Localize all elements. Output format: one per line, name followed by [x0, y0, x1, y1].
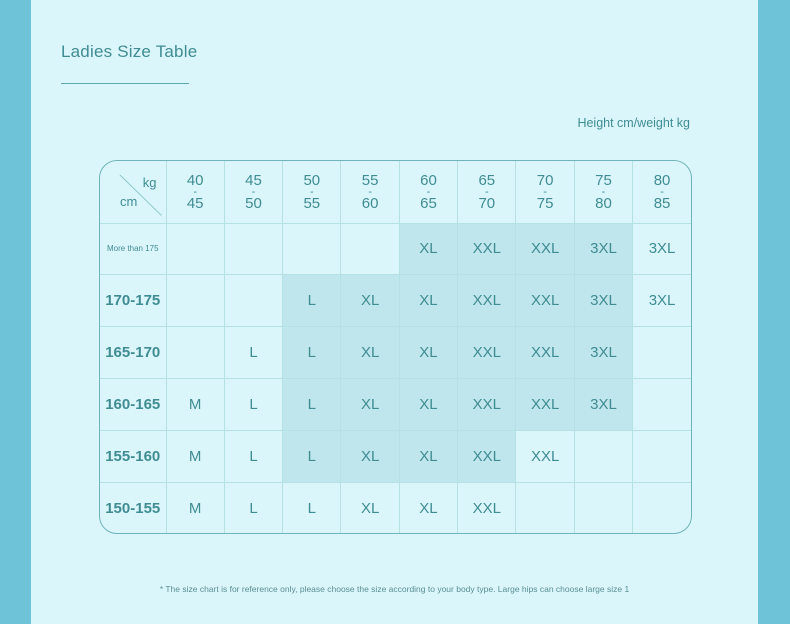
size-cell: XL	[341, 483, 399, 533]
size-cell: XL	[399, 327, 457, 379]
range-dash: -	[484, 185, 489, 198]
table-row	[100, 327, 691, 379]
height-row-label: 170-175	[100, 275, 166, 327]
size-cell: L	[283, 483, 341, 533]
table-row	[100, 379, 691, 431]
title-underline	[61, 83, 189, 84]
height-row-label: 150-155	[100, 483, 166, 533]
size-cell	[633, 431, 691, 483]
weight-from: 65	[478, 171, 496, 189]
size-table	[99, 160, 692, 534]
size-chart-page	[31, 0, 758, 624]
size-cell: L	[224, 379, 282, 431]
size-cell: 3XL	[633, 223, 691, 275]
size-cell	[166, 275, 224, 327]
page-title: Ladies Size Table	[61, 42, 198, 61]
weight-to: 50	[245, 194, 262, 212]
weight-from: 60	[420, 171, 437, 189]
size-cell: M	[166, 483, 224, 533]
size-cell	[166, 327, 224, 379]
size-cell: XXL	[516, 431, 574, 483]
size-cell	[633, 379, 691, 431]
table-row	[100, 223, 691, 275]
size-cell	[633, 327, 691, 379]
weight-to: 65	[420, 194, 437, 212]
weight-column-header	[341, 161, 399, 223]
height-row-label: More than 175	[100, 223, 166, 275]
size-cell: M	[166, 379, 224, 431]
weight-from: 75	[595, 171, 612, 189]
weight-unit-label: kg	[142, 175, 157, 190]
size-cell: L	[224, 431, 282, 483]
weight-from: 50	[303, 171, 321, 189]
weight-to: 60	[361, 194, 379, 212]
weight-from: 55	[361, 171, 379, 189]
size-cell: XXL	[458, 431, 516, 483]
size-cell: XL	[341, 327, 399, 379]
weight-column-header	[166, 161, 224, 223]
size-cell: M	[166, 431, 224, 483]
weight-from: 45	[245, 171, 262, 189]
size-cell: 3XL	[574, 327, 632, 379]
weight-from: 40	[186, 171, 204, 189]
table-row	[100, 431, 691, 483]
size-cell	[574, 483, 632, 533]
size-cell: XL	[341, 275, 399, 327]
range-dash: -	[193, 185, 197, 198]
size-cell: 3XL	[574, 223, 632, 275]
size-cell: L	[224, 483, 282, 533]
table-row	[100, 275, 691, 327]
size-cell	[283, 223, 341, 275]
weight-column-header	[458, 161, 516, 223]
size-cell: XL	[341, 431, 399, 483]
weight-column-header	[283, 161, 341, 223]
size-cell: XL	[399, 275, 457, 327]
size-cell	[224, 275, 282, 327]
weight-from: 70	[536, 171, 554, 189]
weight-column-header	[633, 161, 691, 223]
range-dash: -	[660, 185, 664, 198]
height-row-label: 165-170	[100, 327, 166, 379]
size-cell	[516, 483, 574, 533]
size-cell: XL	[399, 223, 457, 275]
size-cell	[224, 223, 282, 275]
weight-to: 80	[595, 194, 612, 212]
size-cell: L	[283, 379, 341, 431]
weight-column-header	[399, 161, 457, 223]
weight-to: 85	[653, 194, 671, 212]
unit-note: Height cm/weight kg	[577, 116, 690, 130]
size-cell: XL	[399, 379, 457, 431]
range-dash: -	[426, 185, 431, 198]
weight-to: 45	[186, 194, 204, 212]
weight-column-header	[516, 161, 574, 223]
size-cell	[574, 431, 632, 483]
table-row	[100, 483, 691, 533]
size-cell: 3XL	[574, 275, 632, 327]
range-dash: -	[309, 185, 314, 198]
size-cell: XXL	[516, 275, 574, 327]
weight-to: 75	[536, 194, 554, 212]
table-header-row	[100, 161, 691, 223]
size-cell: 3XL	[574, 379, 632, 431]
weight-from: 80	[653, 171, 671, 189]
size-cell	[166, 223, 224, 275]
size-cell: XXL	[516, 379, 574, 431]
size-cell: XL	[399, 431, 457, 483]
footnote: * The size chart is for reference only, please choose the size according to your body type. Large hips can choose large size 1	[159, 584, 630, 594]
size-cell: XL	[341, 379, 399, 431]
size-cell	[341, 223, 399, 275]
height-unit-label: cm	[120, 193, 138, 209]
range-dash: -	[368, 185, 372, 198]
weight-to: 70	[478, 194, 496, 212]
weight-column-header	[224, 161, 282, 223]
size-cell: XXL	[458, 327, 516, 379]
weight-to: 55	[303, 194, 321, 212]
height-row-label: 160-165	[100, 379, 166, 431]
diagonal-divider	[100, 161, 166, 223]
height-row-label: 155-160	[100, 431, 166, 483]
corner-header	[100, 161, 166, 223]
range-dash: -	[543, 185, 547, 198]
size-cell: XXL	[516, 223, 574, 275]
size-cell: XXL	[458, 223, 516, 275]
size-cell: XXL	[458, 275, 516, 327]
size-cell: XXL	[458, 483, 516, 533]
size-cell: L	[283, 431, 341, 483]
size-cell: XL	[399, 483, 457, 533]
size-cell: XXL	[516, 327, 574, 379]
range-dash: -	[601, 185, 606, 198]
size-cell: 3XL	[633, 275, 691, 327]
size-cell: L	[224, 327, 282, 379]
size-cell: XXL	[458, 379, 516, 431]
range-dash: -	[251, 185, 256, 198]
weight-column-header	[574, 161, 632, 223]
size-cell	[633, 483, 691, 533]
size-cell: L	[283, 275, 341, 327]
size-cell: L	[283, 327, 341, 379]
